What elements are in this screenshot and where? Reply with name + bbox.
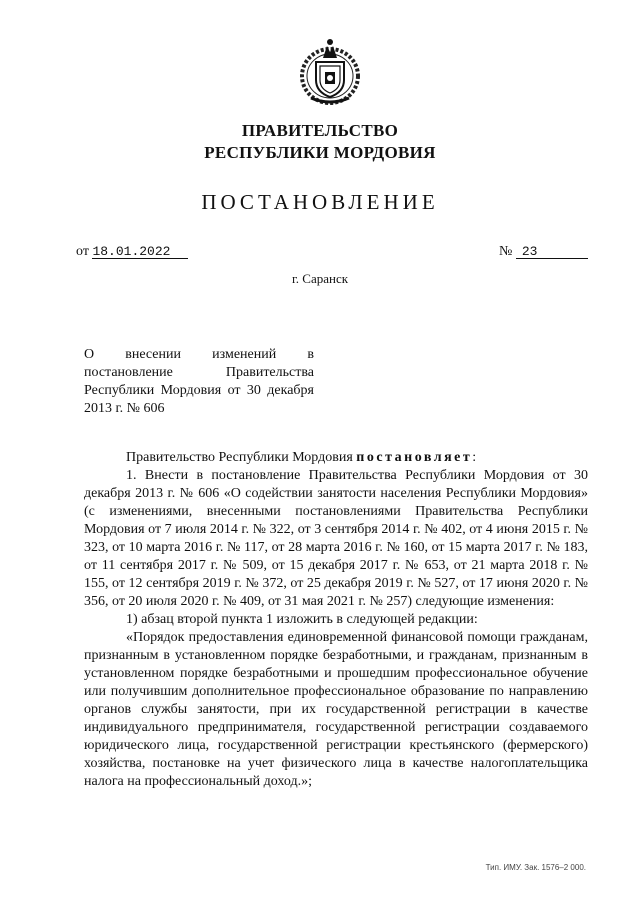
intro-paragraph bbox=[84, 449, 588, 467]
quoted-text-paragraph: «Порядок предоставления единовременной финансовой помощи гражданам, признанным в установленном порядке безработными, и гражданам, признанным в установленном порядке безработными и прошедшим профессиональное обучение или получившим дополнительное профессиональное образование по направлению органов службы занятости, при их государственной регистрации в качестве индивидуального предпринимателя, государственной регистрации создаваемого юридического лица, государственной регистрации крестьянского (фермерского) хозяйства, постановке на учет физического лица в качестве налогоплательщика налога на профессиональный доход.»; bbox=[84, 630, 588, 789]
number-prefix: № bbox=[499, 244, 513, 259]
number-value: 23 bbox=[516, 245, 588, 259]
item-1-paragraph: 1. Внести в постановление Правительства Республики Мордовия от 30 декабря 2013 г. № 606 «О содействии занятости населения Республики Мордовия» (с изменениями, внесенными постановлениями Правительства Республики Мордовия от 7 июля 2014 г. № 322, от 3 сентября 2014 г. № 402, от 4 июня 2015 г. № 323, от 10 марта 2016 г. № 117, от 28 марта 2016 г. № 160, от 15 марта 2017 г. № 183, от 11 сентября 2017 г. № 509, от 15 декабря 2017 г. № 653, от 21 марта 2018 г. № 155, от 12 сентября 2019 г. № 372, от 25 декабря 2019 г. № 527, от 17 июня 2020 г. № 356, от 20 июля 2020 г. № 409, от 31 мая 2021 г. № 257) следующие изменения: bbox=[84, 468, 588, 609]
intro-suffix: : bbox=[472, 450, 477, 465]
date-prefix: от bbox=[76, 244, 89, 259]
organization-name-line2: РЕСПУБЛИКИ МОРДОВИЯ bbox=[204, 143, 436, 162]
document-number bbox=[499, 244, 588, 260]
date-value: 18.01.2022 bbox=[92, 245, 188, 259]
subitem-1-paragraph: 1) абзац второй пункта 1 изложить в следующей редакции: bbox=[126, 612, 478, 627]
document-date bbox=[76, 244, 188, 260]
coat-of-arms-icon bbox=[299, 36, 361, 106]
organization-name-line1: ПРАВИТЕЛЬСТВО bbox=[241, 121, 399, 140]
document-subject: О внесении изменений в постановление Правительства Республики Мордовия от 30 декабря 2013 г. № 606 bbox=[84, 347, 314, 416]
document-body bbox=[84, 449, 588, 791]
intro-action: постановляет bbox=[356, 450, 473, 465]
city: г. Саранск bbox=[291, 271, 349, 286]
intro-prefix: Правительство Республики Мордовия bbox=[126, 450, 353, 465]
document-type-title: ПОСТАНОВЛЕНИЕ bbox=[201, 190, 439, 214]
print-mark: Тип. ИМУ. Зак. 1576–2 000. bbox=[485, 863, 586, 872]
